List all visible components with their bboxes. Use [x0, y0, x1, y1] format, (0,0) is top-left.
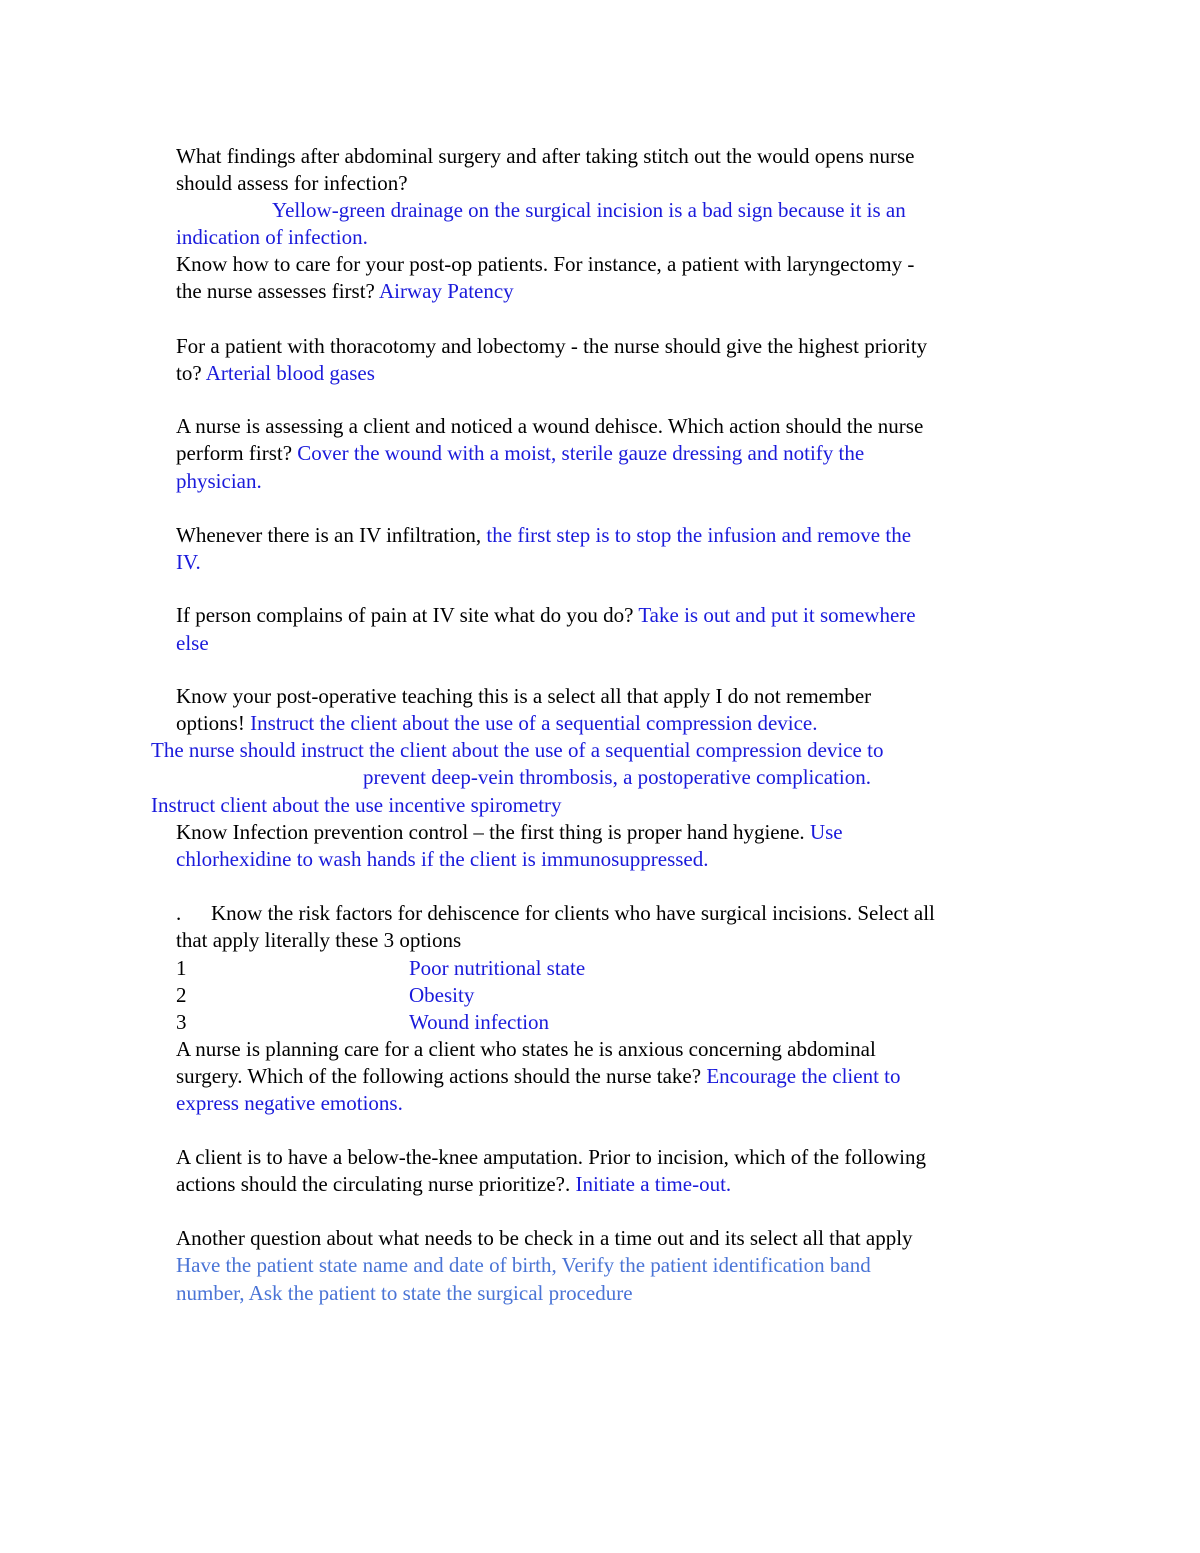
- q11-line2: [176, 1171, 731, 1198]
- option-number: 1: [176, 956, 187, 980]
- q12-line1: Another question about what needs to be check in a time out and its select all that apply: [176, 1226, 913, 1250]
- q7-answer-line3: The nurse should instruct the client about the use of a sequential compression device to: [151, 738, 884, 762]
- q1-line2: should assess for infection?: [176, 171, 408, 195]
- q4-answer-line2: Cover the wound with a moist, sterile gauze dressing and notify the: [297, 441, 865, 465]
- q6-question-text: If person complains of pain at IV site what do you do?: [176, 603, 639, 627]
- q7-line2: [176, 710, 818, 737]
- q10-line2: [176, 1063, 901, 1090]
- q4-question-text: perform first?: [176, 441, 298, 465]
- q3-line2: [176, 360, 375, 387]
- q5-answer-line2: IV.: [176, 550, 201, 574]
- q2-answer: Airway Patency: [378, 279, 514, 303]
- q9-line2: that apply literally these 3 options: [176, 928, 462, 952]
- q7-line1: Know your post-operative teaching this is a select all that apply I do not remember: [176, 684, 872, 708]
- q11-question-text: actions should the circulating nurse prioritize?.: [176, 1172, 576, 1196]
- q12-answer-line1: Have the patient state name and date of birth, Verify the patient identification band: [176, 1253, 871, 1277]
- q3-line1: For a patient with thoracotomy and lobectomy - the nurse should give the highest priority: [176, 334, 928, 358]
- q10-answer-line3: express negative emotions.: [176, 1091, 403, 1115]
- option-text: Poor nutritional state: [409, 956, 586, 980]
- q8-answer-line2: chlorhexidine to wash hands if the client is immunosuppressed.: [176, 847, 709, 871]
- q8-answer-line1: Use: [809, 820, 843, 844]
- q9-line1: Know the risk factors for dehiscence for clients who have surgical incisions. Select all: [211, 901, 935, 925]
- q2-line2: [176, 278, 514, 305]
- q7-question-text: options!: [176, 711, 251, 735]
- option-text: Wound infection: [409, 1010, 550, 1034]
- q9-bullet: .: [176, 901, 182, 925]
- q10-question-text: surgery. Which of the following actions should the nurse take?: [176, 1064, 707, 1088]
- option-number: 3: [176, 1010, 187, 1034]
- q7-answer-line5: Instruct client about the use incentive spirometry: [151, 793, 562, 817]
- q1-line1: What findings after abdominal surgery and after taking stitch out the would opens nurse: [176, 144, 915, 168]
- q3-answer: Arterial blood gases: [205, 361, 375, 385]
- q5-line1: [176, 522, 911, 549]
- q4-line2: [176, 440, 864, 467]
- q1-answer-line2: indication of infection.: [176, 225, 368, 249]
- q2-line1: Know how to care for your post-op patients. For instance, a patient with laryngectomy -: [176, 252, 915, 276]
- q10-line1: A nurse is planning care for a client who states he is anxious concerning abdominal: [176, 1037, 876, 1061]
- q6-answer-line2: else: [176, 631, 209, 655]
- q8-question-text: Know Infection prevention control – the first thing is proper hand hygiene.: [176, 820, 810, 844]
- q1-answer-line1: Yellow-green drainage on the surgical incision is a bad sign because it is an: [272, 198, 906, 222]
- q4-answer-line3: physician.: [176, 469, 262, 493]
- q12-answer-line2: number, Ask the patient to state the surgical procedure: [176, 1281, 633, 1305]
- q10-answer-line2: Encourage the client to: [706, 1064, 901, 1088]
- q7-answer-line4: prevent deep-vein thrombosis, a postoperative complication.: [363, 765, 871, 789]
- q3-question-text: to?: [176, 361, 206, 385]
- option-number: 2: [176, 983, 187, 1007]
- option-text: Obesity: [409, 983, 475, 1007]
- q7-answer-line2: Instruct the client about the use of a sequential compression device.: [250, 711, 818, 735]
- q8-line1: [176, 819, 843, 846]
- q11-line1: A client is to have a below-the-knee amputation. Prior to incision, which of the following: [176, 1145, 927, 1169]
- q4-line1: A nurse is assessing a client and noticed a wound dehisce. Which action should the nurse: [176, 414, 924, 438]
- q11-answer: Initiate a time-out.: [575, 1172, 732, 1196]
- q5-answer-line1: the first step is to stop the infusion and remove the: [486, 523, 912, 547]
- q6-line1: [176, 602, 916, 629]
- q5-question-text: Whenever there is an IV infiltration,: [176, 523, 487, 547]
- q6-answer-line1: Take is out and put it somewhere: [638, 603, 916, 627]
- q2-question-text: the nurse assesses first?: [176, 279, 379, 303]
